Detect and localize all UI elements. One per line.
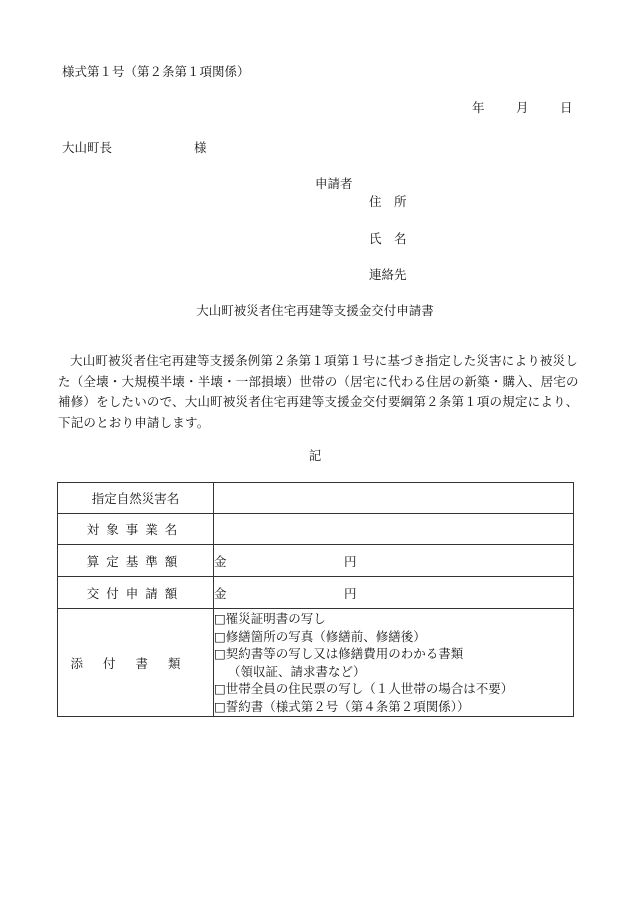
- table-row-project: [58, 514, 574, 545]
- date-day-label: 日: [560, 100, 573, 115]
- attachment-item-disaster-certificate[interactable]: □罹災証明書の写し: [214, 611, 326, 626]
- apply-amount-prefix: 金: [214, 585, 227, 601]
- table-row-attachments: [58, 609, 574, 717]
- base-amount-label: 算定基準額: [58, 545, 214, 577]
- apply-amount-unit: 円: [344, 585, 357, 601]
- attachment-item-resident-record[interactable]: □世帯全員の住民票の写し（１人世帯の場合は不要）: [214, 681, 514, 696]
- disaster-name-label: 指定自然災害名: [58, 483, 214, 514]
- application-table: [57, 482, 574, 717]
- date-line: [472, 98, 573, 116]
- ki-heading: 記: [308, 448, 322, 463]
- attachment-item-pledge[interactable]: □誓約書（様式第２号（第４条第２項関係））: [214, 698, 470, 714]
- disaster-name-field[interactable]: [214, 483, 574, 514]
- table-row-base-amount: [58, 545, 574, 577]
- base-amount-field[interactable]: [214, 545, 574, 577]
- attachments-list: [214, 609, 574, 717]
- document-title: 大山町被災者住宅再建等支援金交付申請書: [196, 303, 434, 318]
- attachment-item-contract-note: （領収証、請求書など）: [228, 663, 366, 679]
- date-year-label: 年: [472, 100, 485, 115]
- addressee: [62, 138, 207, 156]
- project-name-label: 対象事業名: [58, 514, 214, 545]
- attachments-label: 添付書類: [58, 609, 214, 717]
- table-row-disaster: [58, 483, 574, 514]
- table-row-apply-amount: [58, 577, 574, 609]
- apply-amount-field[interactable]: [214, 577, 574, 609]
- address-label: 住 所: [369, 194, 407, 209]
- date-month-label: 月: [516, 100, 529, 115]
- application-statement: 大山町被災者住宅再建等支援条例第２条第１項第１号に基づき指定した災害により被災した（全壊・大規模半壊・半壊・一部損壊）世帯の（居宅に代わる住居の新築・購入、居宅の補修）をしたいので、大山町被災者住宅再建等支援金交付要綱第２条第１項の規定により、下記のとおり申請します。: [58, 353, 579, 430]
- applicant-title: 申請者: [315, 176, 353, 191]
- apply-amount-label: 交付申請額: [58, 577, 214, 609]
- honorific: 様: [194, 140, 207, 155]
- contact-label: 連絡先: [369, 267, 407, 282]
- base-amount-unit: 円: [344, 553, 357, 569]
- base-amount-prefix: 金: [214, 553, 227, 569]
- project-name-field[interactable]: [214, 514, 574, 545]
- name-label: 氏 名: [369, 231, 407, 246]
- attachment-item-contract-copy[interactable]: □契約書等の写し又は修繕費用のわかる書類: [214, 646, 464, 661]
- form-number: 様式第１号（第２条第１項関係）: [62, 64, 250, 79]
- addressee-name: 大山町長: [62, 140, 113, 155]
- attachment-item-repair-photos[interactable]: □修繕箇所の写真（修繕前、修繕後）: [214, 628, 426, 644]
